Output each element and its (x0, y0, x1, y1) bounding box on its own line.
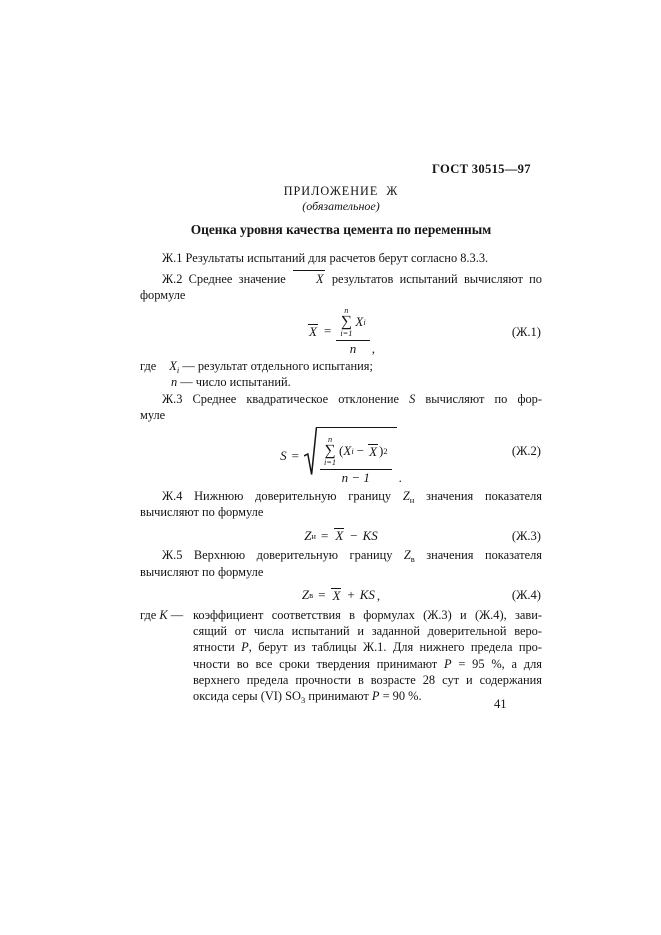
paragraph-zh1: Ж.1 Результаты испытаний для расчетов берут согласно 8.3.3. (162, 251, 489, 265)
k-note-line4 (193, 656, 542, 672)
where-word: где (140, 358, 157, 373)
appendix-title: ПРИЛОЖЕНИЕ Ж (283, 184, 399, 198)
l6-text-mid: принимают (305, 689, 372, 704)
fraction-numerator (336, 307, 369, 340)
paragraph-zh3-line2: муле (140, 408, 166, 423)
formula-zh4 (140, 587, 542, 604)
equals-sign: = (318, 587, 326, 603)
xi-variable: X (169, 358, 177, 373)
page-number: 41 (494, 697, 507, 711)
comma-tail: , (371, 340, 375, 356)
appendix-note: (обязательное) (302, 199, 380, 213)
zh2-text-post: результатов испытаний вычисляют по (325, 271, 542, 286)
n-variable: n (171, 375, 178, 390)
paragraph-zh4-line2: вычисляют по формуле (140, 505, 264, 520)
p-variable: P (241, 640, 249, 655)
summation-symbol (340, 307, 352, 339)
ks-term: KS (362, 527, 378, 543)
paragraph-zh5-line1 (140, 547, 542, 564)
doc-reference: ГОСТ 30515—97 (432, 162, 531, 176)
radicand (316, 427, 397, 486)
z-lower-subscript: н (409, 494, 415, 505)
formula-zh3-expression (304, 528, 378, 544)
fraction (320, 436, 392, 486)
formula-zh2 (140, 427, 542, 486)
s-variable: S (280, 447, 287, 463)
zh2-text-pre: Ж.2 Среднее значение (162, 271, 292, 286)
squared-exponent: 2 (383, 446, 388, 457)
summation-symbol (324, 436, 336, 468)
dash: — (167, 607, 184, 622)
zh5-text-pre: Ж.5 Верхнюю доверительную границу (162, 548, 404, 563)
zh3-text-pre: Ж.3 Среднее квадратическое отклонение (162, 391, 410, 406)
z-upper-inline-symbol: Z (403, 548, 411, 563)
minus-sign: − (356, 443, 365, 459)
k-note-line2: сящий от числа испытаний и заданной доверительной веро- (193, 623, 542, 638)
s-inline-symbol: S (409, 391, 416, 406)
so3-subscript: 3 (300, 695, 306, 706)
l4-text-post: = 95 %, а для (451, 656, 542, 671)
k-note-line1: коэффициент соответствия в формулах (Ж.3) и (Ж.4), зави- (193, 607, 542, 622)
l3-text-pre: ятности (193, 640, 242, 655)
sum-lower-limit: i=1 (340, 328, 353, 338)
definitions-zh1 (140, 358, 542, 391)
xbar-symbol: X (309, 323, 317, 339)
formula-zh2-expression (280, 427, 402, 486)
xi-subscript: i (176, 364, 180, 375)
z-subscript-n: н (311, 530, 316, 541)
period-tail: . (398, 469, 402, 485)
plus-sign: + (347, 587, 355, 603)
k-note-line5: верхнего предела прочности в возрасте 28 сут и содержания (193, 672, 542, 687)
equation-label-zh3: (Ж.3) (511, 528, 541, 543)
paragraph-zh2-line1 (140, 270, 542, 288)
paragraph-zh5 (140, 547, 542, 580)
equals-sign: = (323, 323, 332, 339)
equals-sign: = (291, 447, 299, 463)
z-variable: Z (301, 587, 310, 603)
p-variable: P (371, 689, 380, 704)
z-upper-subscript: в (410, 554, 415, 565)
formula-zh3 (140, 528, 542, 545)
paragraph-zh4-line1 (140, 488, 542, 505)
zh4-text-pre: Ж.4 Нижнюю доверительную границу (162, 488, 403, 503)
formula-zh4-expression (302, 588, 380, 604)
equation-label-zh1: (Ж.1) (511, 324, 541, 339)
n-definition-text: — число испытаний. (177, 375, 291, 390)
close-paren: ) (379, 443, 384, 459)
k-coefficient-note (140, 607, 542, 705)
xi-definition-text: — результат отдельного испытания; (179, 358, 373, 373)
xbar-symbol: X (332, 587, 341, 603)
paragraph-zh2-line2: формуле (140, 288, 186, 302)
xbar-symbol: X (369, 443, 378, 459)
comma-tail: , (376, 587, 381, 603)
k-note-lead (140, 607, 193, 705)
minus-sign: − (350, 527, 358, 543)
xbar-inline-symbol: X (292, 270, 326, 288)
square-root (304, 427, 397, 486)
z-subscript-v: в (309, 590, 314, 601)
fraction-denominator: n − 1 (320, 469, 392, 486)
xbar-symbol: X (335, 528, 344, 544)
l4-text-pre: чности во все сроки твердения принимают (193, 656, 445, 671)
fraction-denominator: n (336, 340, 369, 357)
equation-label-zh4: (Ж.4) (511, 588, 541, 603)
k-note-body (193, 607, 542, 705)
paragraph-zh2 (140, 270, 542, 304)
zh4-text-post: значения показателя (414, 488, 542, 503)
p-variable: P (444, 656, 452, 671)
zh5-text-post: значения показателя (414, 548, 542, 563)
x-subscript-i: i (363, 317, 366, 328)
l6-text-pre: оксида серы (VI) SO (193, 689, 301, 704)
k-note-line6 (193, 688, 542, 705)
fraction-numerator (320, 436, 392, 469)
formula-zh1-expression (307, 307, 375, 357)
z-lower-inline-symbol: Z (402, 488, 410, 503)
sum-upper-limit: n (327, 434, 333, 444)
fraction (336, 307, 369, 357)
equation-label-zh2: (Ж.2) (511, 444, 541, 459)
l3-text-post: , берут из таблицы Ж.1. Для нижнего предела про- (248, 640, 542, 655)
sigma-icon: ∑ (340, 313, 352, 331)
x-variable: X (343, 443, 352, 459)
definition-xi (140, 358, 542, 375)
where-word: где (140, 607, 160, 622)
sum-upper-limit: n (344, 305, 349, 315)
paragraph-zh4 (140, 488, 542, 521)
open-paren: ( (339, 443, 344, 459)
definition-n (140, 374, 542, 391)
paragraph-zh3-line1 (140, 391, 542, 408)
formula-zh1 (140, 307, 542, 357)
l6-text-post: = 90 %. (379, 689, 422, 704)
sum-lower-limit: i=1 (323, 457, 337, 467)
ks-term: KS (359, 587, 375, 603)
equals-sign: = (320, 527, 329, 543)
x-subscript-i: i (351, 446, 354, 457)
paragraph-zh3 (140, 391, 542, 424)
page-content (140, 184, 542, 705)
k-variable: K (159, 607, 168, 622)
z-variable: Z (304, 527, 312, 543)
zh3-text-post: вычисляют по фор- (415, 391, 542, 406)
paragraph-zh5-line2: вычисляют по формуле (140, 564, 264, 579)
k-note-line3 (193, 639, 542, 655)
sigma-icon: ∑ (324, 442, 336, 460)
section-title: Оценка уровня качества цемента по переменным (190, 222, 492, 237)
x-variable: X (355, 314, 364, 330)
